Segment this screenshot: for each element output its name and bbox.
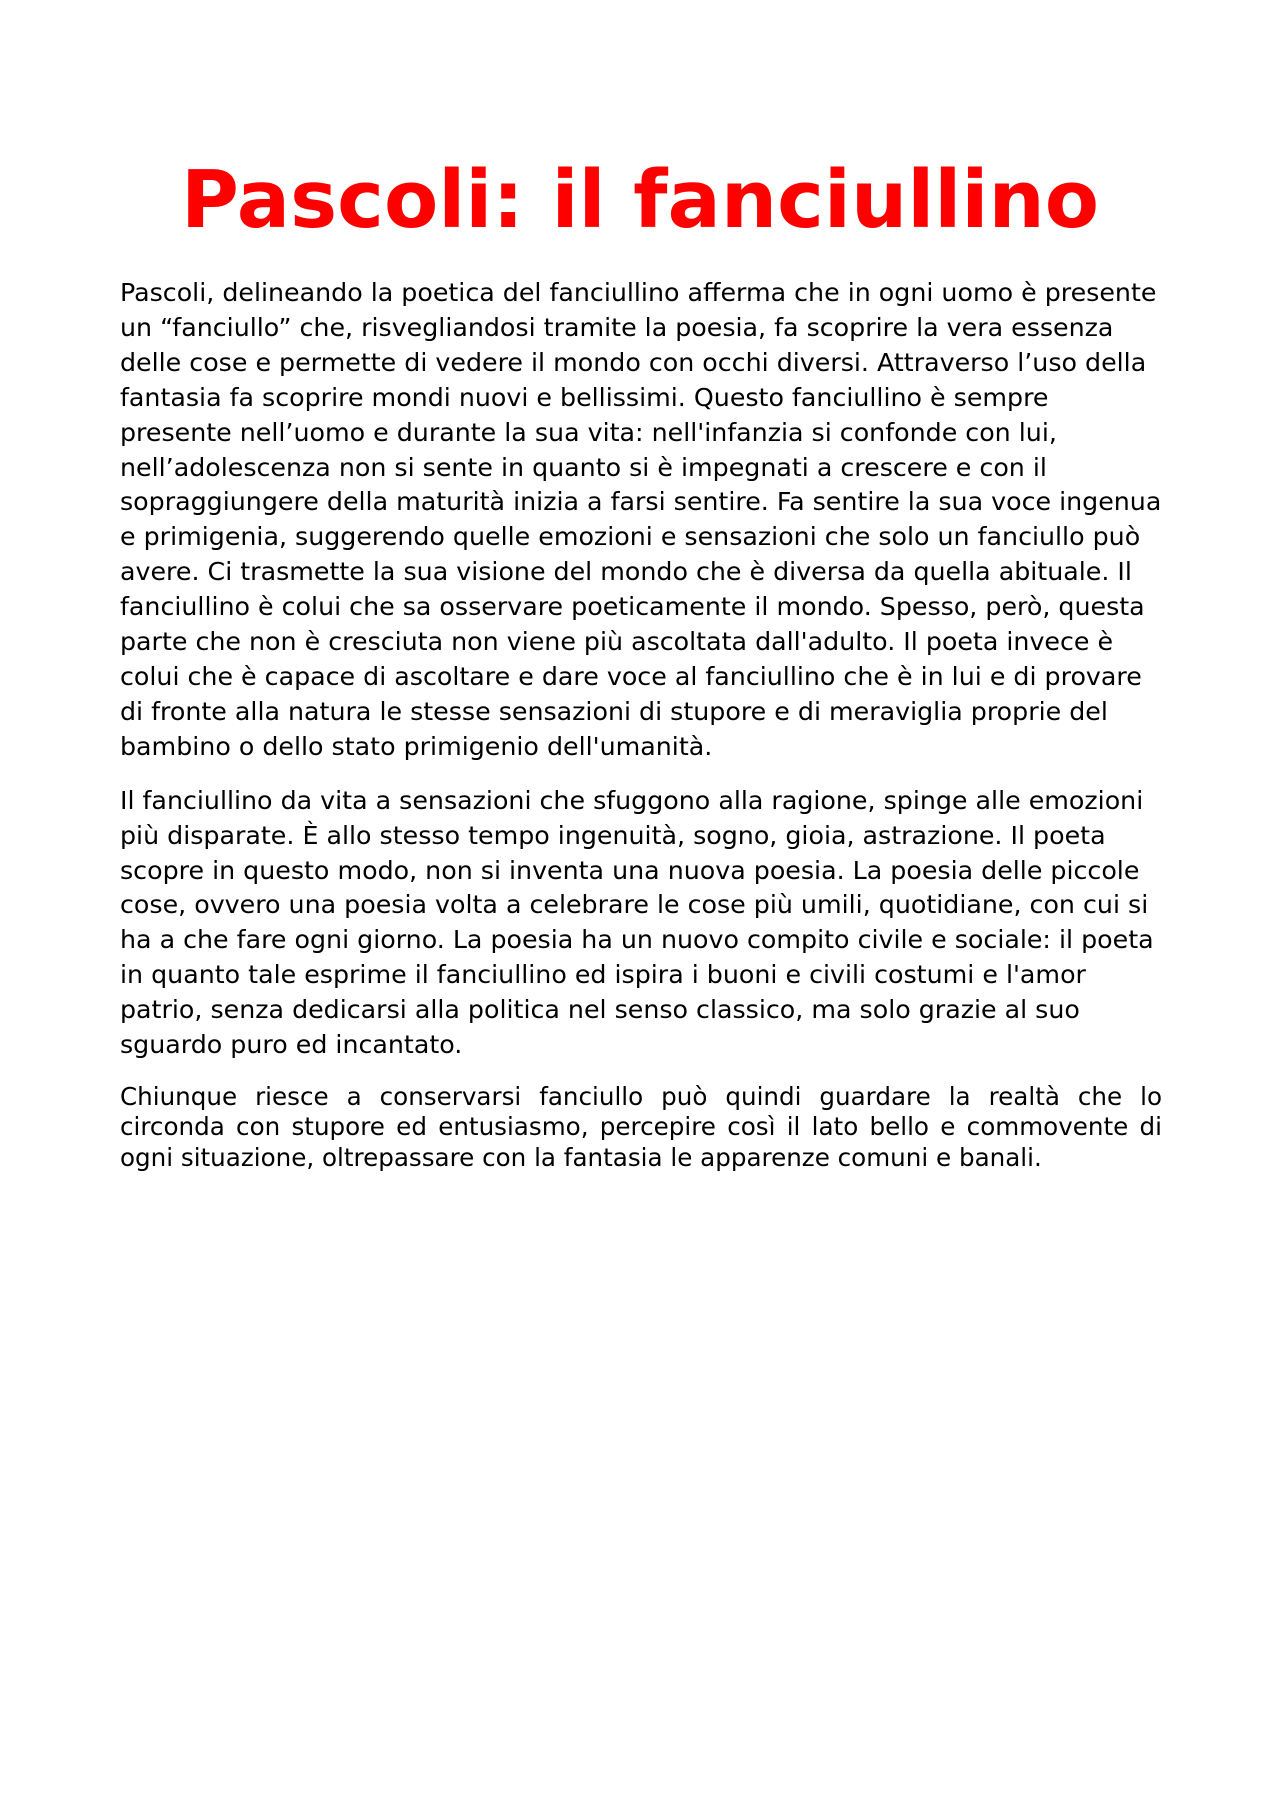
paragraph-2: Il fanciullino da vita a sensazioni che sfuggono alla ragione, spinge alle emozioni più disparate. È allo stesso tempo ingenuità, sogno, gioia, astrazione. Il poeta scopre in questo modo, non si inventa una nuova poesia. La poesia delle piccole cose, ovvero una poesia volta a celebrare le cose più umili, quotidiane, con cui si ha a che fare ogni giorno. La poesia ha un nuovo compito civile e sociale: il poeta in quanto tale esprime il fanciullino ed ispira i buoni e civili costumi e l'amor patrio, senza dedicarsi alla politica nel senso classico, ma solo grazie al suo sguardo puro ed incantato. [120, 785, 1154, 1060]
paragraph-1: Pascoli, delineando la poetica del fanciullino afferma che in ogni uomo è presente un “fanciullo” che, risvegliandosi tramite la poesia, fa scoprire la vera essenza delle cose e permette di vedere il mondo con occhi diversi. Attraverso l’uso della fantasia fa scoprire mondi nuovi e bellissimi. Questo fanciullino è sempre presente nell’uomo e durante la sua vita: nell'infanzia si confonde con lui, nell’adolescenza non si sente in quanto si è impegnati a crescere e con il sopraggiungere della maturità inizia a farsi sentire. Fa sentire la sua voce ingenua e primigenia, suggerendo quelle emozioni e sensazioni che solo un fanciullo può avere. Ci trasmette la sua visione del mondo che è diversa da quella abituale. Il fanciullino è colui che sa osservare poeticamente il mondo. Spesso, però, questa parte che non è cresciuta non viene più ascoltata dall'adulto. Il poeta invece è colui che è capace di ascoltare e dare voce al fanciullino che è in lui e di provare di fronte alla natura le stesse sensazioni di stupore e di meraviglia proprie del bambino o dello stato primigenio dell'umanità. [120, 278, 1162, 761]
page-title: Pascoli: il fanciullino [181, 154, 1099, 246]
document-body [120, 276, 1162, 1173]
paragraph-3: Chiunque riesce a conservarsi fanciullo può quindi guardare la realtà che lo circonda con stupore ed entusiasmo, percepire così il lato bello e commovente di ogni situazione, oltrepassare con la fantasia le apparenze comuni e banali. [120, 1081, 1162, 1172]
